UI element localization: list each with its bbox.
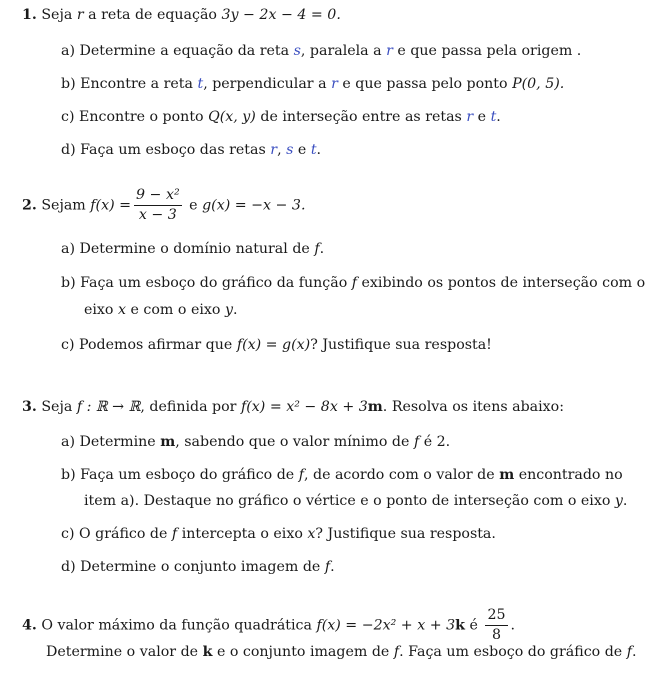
text: é 2. bbox=[423, 434, 451, 450]
item-letter: a) bbox=[61, 434, 75, 450]
question-1-item-b bbox=[61, 75, 564, 93]
math-var: f bbox=[324, 559, 331, 575]
text: e que passa pelo ponto bbox=[342, 76, 508, 92]
fraction-denominator: 8 bbox=[491, 627, 501, 643]
question-3-item-b-cont bbox=[84, 492, 627, 510]
question-1-item-d bbox=[61, 141, 321, 159]
math-bold-var: k bbox=[455, 617, 465, 634]
text: e o conjunto imagem de bbox=[216, 644, 390, 660]
math-var: s bbox=[293, 43, 301, 59]
text: intercepta o eixo bbox=[181, 526, 303, 542]
math-var: f bbox=[413, 434, 420, 450]
question-2-item-b-cont bbox=[84, 301, 237, 319]
text: O valor máximo da função quadrática bbox=[41, 617, 312, 634]
math-point: P(0, 5). bbox=[512, 76, 565, 92]
question-2-stem bbox=[22, 187, 305, 224]
text: Encontre o ponto bbox=[79, 109, 204, 125]
text: Seja bbox=[41, 7, 73, 23]
math-var: f bbox=[171, 526, 178, 542]
math-var: x bbox=[118, 302, 127, 318]
text: , sabendo que o valor mínimo de bbox=[175, 434, 410, 450]
text: Sejam bbox=[41, 197, 86, 214]
text: Encontre a reta bbox=[80, 76, 193, 92]
item-letter: a) bbox=[61, 241, 75, 257]
item-letter: c) bbox=[61, 526, 75, 542]
text: Determine o domínio natural de bbox=[79, 241, 310, 257]
math-var: t bbox=[310, 142, 317, 158]
item-letter: c) bbox=[61, 109, 75, 125]
question-3-item-d bbox=[61, 558, 335, 576]
question-4-line-2 bbox=[46, 643, 636, 661]
text: . Resolva os itens abaixo: bbox=[382, 399, 564, 415]
text: e bbox=[297, 142, 307, 158]
math-bold-var: m bbox=[160, 434, 176, 450]
text: Determine o valor de bbox=[46, 644, 199, 660]
math-var: t bbox=[490, 109, 497, 125]
math-var: f bbox=[393, 644, 400, 660]
math-var: x bbox=[307, 526, 316, 542]
math-var: t bbox=[197, 76, 204, 92]
math-map: f : ℝ → ℝ bbox=[76, 399, 141, 415]
math-bold-var: m bbox=[367, 399, 383, 415]
item-letter: a) bbox=[61, 43, 75, 59]
math-var: f bbox=[298, 467, 304, 483]
text: encontrado no bbox=[518, 467, 623, 483]
question-number: 4. bbox=[22, 617, 37, 634]
math-expr: g(x) = −x − 3. bbox=[202, 197, 306, 214]
text: Determine a equação da reta bbox=[79, 43, 290, 59]
item-letter: b) bbox=[61, 467, 76, 483]
fraction-numerator: 9 − x² bbox=[134, 187, 182, 206]
text: a reta de equação bbox=[88, 7, 217, 23]
math-var: f bbox=[626, 644, 632, 660]
text: e com o eixo bbox=[130, 302, 221, 318]
question-number: 1. bbox=[22, 7, 37, 23]
text: Faça um esboço do gráfico de bbox=[80, 467, 295, 483]
math-var: y bbox=[614, 493, 623, 509]
text: . bbox=[319, 241, 325, 257]
math-expr: f(x) = −2x² + x + 3 bbox=[316, 617, 456, 634]
text: O gráfico de bbox=[79, 526, 168, 542]
text: . bbox=[330, 559, 335, 575]
text: . bbox=[622, 493, 628, 509]
text: ? Justifique sua resposta! bbox=[310, 337, 492, 353]
text: . bbox=[496, 109, 501, 125]
text: Podemos afirmar que bbox=[79, 337, 233, 353]
question-number: 3. bbox=[22, 399, 37, 415]
math-expr: f(x) = bbox=[90, 197, 132, 214]
text: e bbox=[477, 109, 487, 125]
question-1-item-c bbox=[61, 108, 501, 126]
text: , paralela a bbox=[300, 43, 382, 59]
text: . bbox=[232, 302, 238, 318]
equation: 3y − 2x − 4 = 0. bbox=[221, 7, 341, 23]
text: , de acordo com o valor de bbox=[303, 467, 495, 483]
math-var: r bbox=[76, 7, 84, 23]
text: ? Justifique sua resposta. bbox=[315, 526, 496, 542]
item-letter: d) bbox=[61, 142, 76, 158]
text: é bbox=[469, 617, 478, 634]
text: item a). Destaque no gráfico o vértice e o ponto de interseção com o eixo bbox=[84, 493, 611, 509]
question-1-stem bbox=[22, 6, 341, 24]
question-3-item-a bbox=[61, 433, 450, 451]
math-expr: f(x) = x² − 8x + 3 bbox=[240, 399, 368, 415]
text: Faça um esboço do gráfico da função bbox=[80, 275, 348, 291]
fraction-denominator: x − 3 bbox=[138, 207, 177, 223]
math-point: Q(x, y) bbox=[208, 109, 256, 125]
math-var: s bbox=[286, 142, 294, 158]
math-var: f bbox=[351, 275, 358, 291]
math-var: f bbox=[314, 241, 320, 257]
text: exibindo os pontos de interseção com o bbox=[361, 275, 646, 291]
text: de interseção entre as retas bbox=[260, 109, 462, 125]
text: , definida por bbox=[140, 399, 237, 415]
question-3-item-c bbox=[61, 525, 496, 543]
question-2-item-b bbox=[61, 274, 645, 292]
text: . Faça um esboço do gráfico de bbox=[399, 644, 623, 660]
text: Seja bbox=[41, 399, 73, 415]
text: , perpendicular a bbox=[203, 76, 327, 92]
math-var: y bbox=[224, 302, 233, 318]
math-var: r bbox=[466, 109, 474, 125]
text: Determine o conjunto imagem de bbox=[80, 559, 321, 575]
text: , bbox=[277, 142, 282, 158]
text: . bbox=[316, 142, 322, 158]
fraction bbox=[134, 187, 182, 224]
item-letter: b) bbox=[61, 275, 76, 291]
math-bold-var: m bbox=[499, 467, 515, 483]
text: e que passa pela origem . bbox=[397, 43, 582, 59]
question-3-stem bbox=[22, 398, 564, 416]
question-1-item-a bbox=[61, 42, 581, 60]
item-letter: b) bbox=[61, 76, 76, 92]
math-var: r bbox=[331, 76, 338, 92]
question-3-item-b bbox=[61, 466, 623, 484]
text: e bbox=[189, 197, 198, 214]
math-var: r bbox=[270, 142, 278, 158]
text: Determine bbox=[79, 434, 156, 450]
math-expr: f(x) = g(x) bbox=[236, 337, 311, 353]
math-bold-var: k bbox=[202, 644, 213, 660]
item-letter: d) bbox=[61, 559, 76, 575]
question-number: 2. bbox=[22, 197, 37, 214]
text: Faça um esboço das retas bbox=[80, 142, 266, 158]
math-var: r bbox=[386, 43, 393, 59]
text: . bbox=[510, 617, 516, 634]
text: eixo bbox=[84, 302, 114, 318]
question-4-stem bbox=[22, 607, 515, 644]
question-2-item-a bbox=[61, 240, 324, 258]
item-letter: c) bbox=[61, 337, 75, 353]
fraction-numerator: 25 bbox=[485, 607, 507, 626]
question-2-item-c bbox=[61, 336, 492, 354]
fraction bbox=[485, 607, 507, 644]
text: . bbox=[631, 644, 637, 660]
